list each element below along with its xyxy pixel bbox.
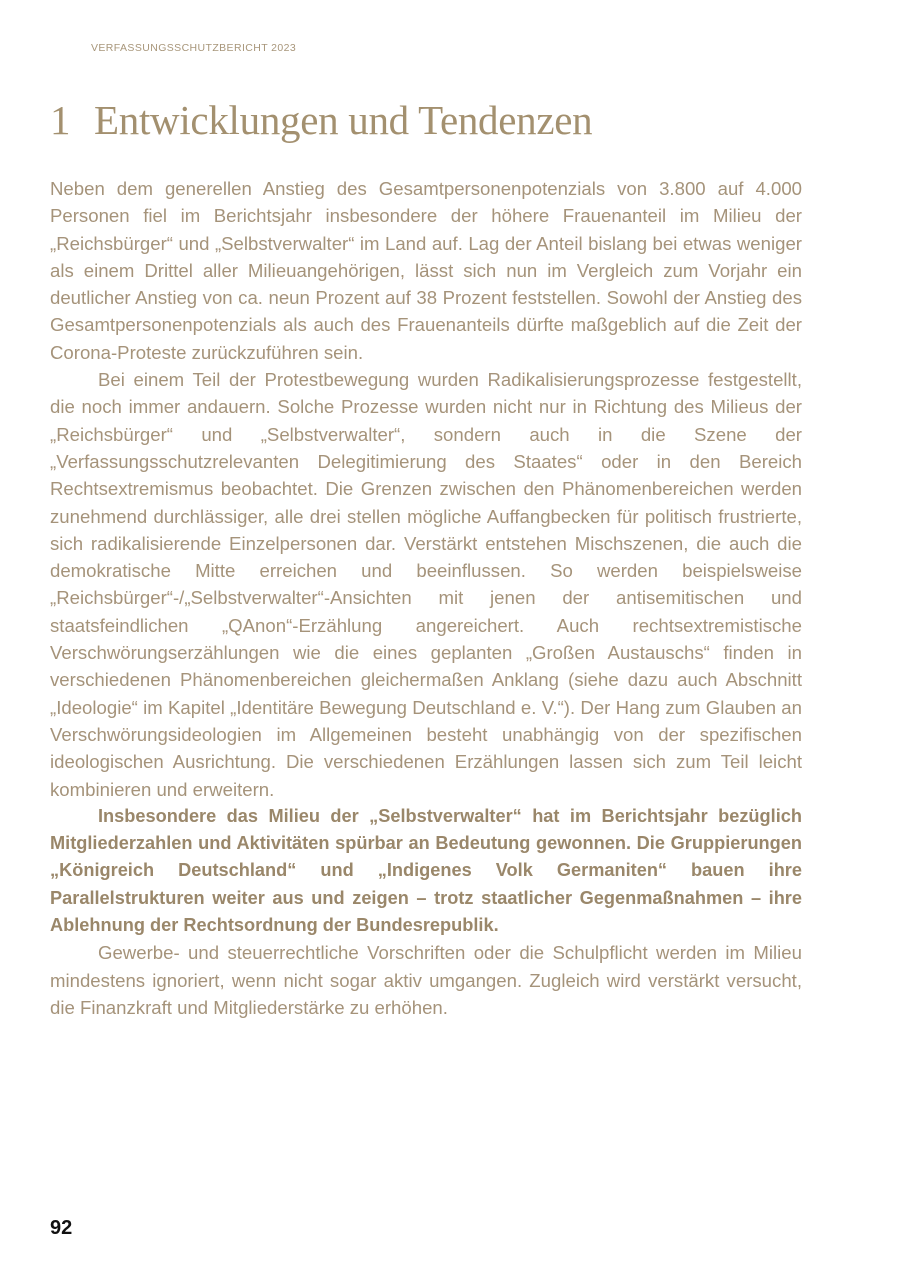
paragraph-regulations: Gewerbe- und steuerrechtliche Vorschriften oder die Schulpflicht werden im Milieu mindestens ignoriert, wenn nicht sogar aktiv umgangen. Zugleich wird verstärkt versucht, die Finanzkraft und Mitgliederstärke zu erhöhen. — [50, 942, 802, 1018]
chapter-number: 1 — [50, 97, 71, 143]
chapter-title: Entwicklungen und Tendenzen — [94, 97, 593, 143]
chapter-heading — [50, 94, 592, 146]
paragraph-radicalization: Bei einem Teil der Protestbewegung wurden Radikalisierungsprozesse festgestellt, die noch immer andauern. Solche Prozesse wurden nicht nur in Richtung des Milieus der „Reichsbürger“ und „Selbstverwalter“, sondern auch in die Szene der „Verfassungsschutzrelevanten Delegitimierung des Staates“ oder in den Bereich Rechtsextremismus beobachtet. Die Grenzen zwischen den Phänomenbereichen werden zunehmend durchlässiger, alle drei stellen mögliche Auffangbecken für politisch frustrierte, sich radikalisierende Einzelpersonen dar. Verstärkt entstehen Mischszenen, die auch die demokratische Mitte erreichen und beeinflussen. So werden beispielsweise „Reichsbürger“-/„Selbstverwalter“-Ansichten mit jenen der antisemitischen und staatsfeindlichen „QAnon“-Erzählung angereichert. Auch rechtsextremistische Verschwörungserzählungen wie die eines geplanten „Großen Austauschs“ finden in verschiedenen Phänomenbereichen gleichermaßen Anklang (siehe dazu auch Abschnitt „Ideologie“ im Kapitel „Identitäre Bewegung Deutschland e. V.“). Der Hang zum Glauben an Verschwörungsideologien im Allgemeinen besteht unabhängig von der spezifischen ideologischen Ausrichtung. Die verschiedenen Erzählungen lassen sich zum Teil leicht kombinieren und erweitern. — [50, 369, 802, 800]
page-number: 92 — [50, 1217, 73, 1239]
paragraph-population-growth: Neben dem generellen Anstieg des Gesamtpersonenpotenzials von 3.800 auf 4.000 Personen fiel im Berichtsjahr insbesondere der höhere Frauenanteil im Milieu der „Reichsbürger“ und „Selbstverwalter“ im Land auf. Lag der Anteil bislang bei etwas weniger als einem Drittel aller Milieuangehörigen, lässt sich nun im Vergleich zum Vorjahr ein deutlicher Anstieg von ca. neun Prozent auf 38 Prozent feststellen. Sowohl der Anstieg des Gesamtpersonenpotenzials als auch des Frauenanteils dürfte maßgeblich auf die Zeit der Corona-Proteste zurückzuführen sein. — [50, 178, 802, 363]
running-header: VERFASSUNGSSCHUTZBERICHT 2023 — [91, 42, 297, 54]
paragraph-selbstverwalter-emphasis: Insbesondere das Milieu der „Selbstverwalter“ hat im Berichtsjahr bezüglich Mitgliederzahlen und Aktivitäten spürbar an Bedeutung gewonnen. Die Gruppierungen „Königreich Deutschland“ und „Indigenes Volk Germaniten“ bauen ihre Parallelstrukturen weiter aus und zeigen – trotz staatlicher Gegenmaßnahmen – ihre Ablehnung der Rechtsordnung der Bundesrepublik. — [50, 805, 802, 936]
body-text — [50, 175, 802, 1021]
